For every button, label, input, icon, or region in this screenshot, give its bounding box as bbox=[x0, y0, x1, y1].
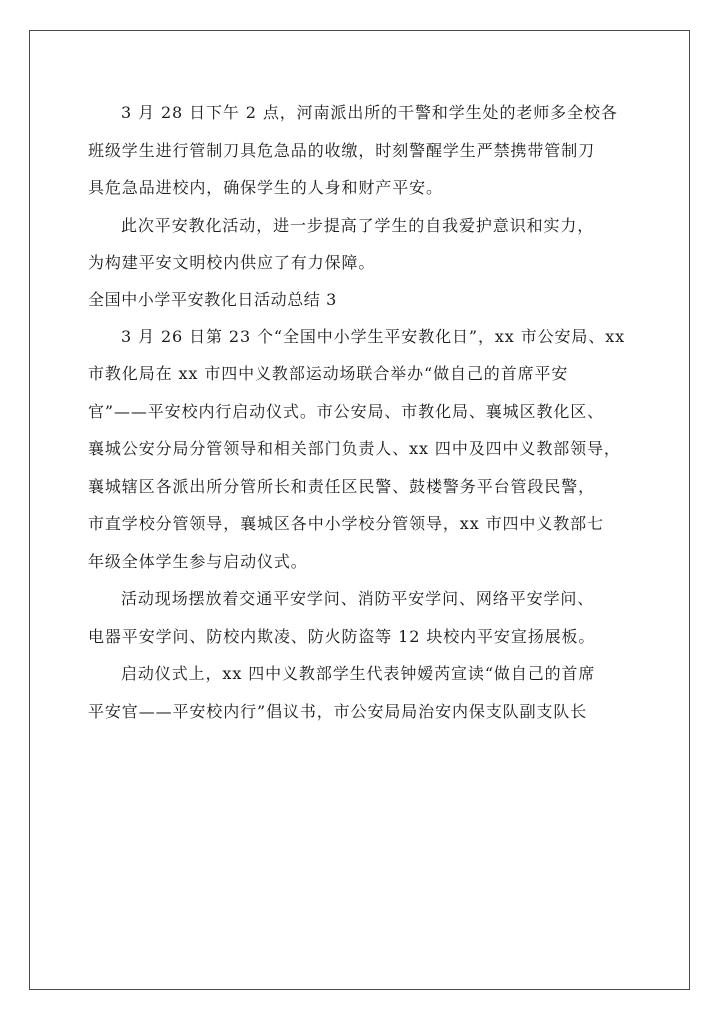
text-line: 班级学生进行管制刀具危急品的收缴，时刻警醒学生严禁携带管制刀 bbox=[88, 140, 596, 160]
text-line: 电器平安学问、防校内欺凌、防火防盗等 12 块校内平安宣扬展板。 bbox=[88, 626, 596, 646]
text-line: 启动仪式上，xx 四中义教部学生代表钟嫒芮宣读“做自己的首席 bbox=[121, 664, 596, 683]
text-line: 年级全体学生参与启动仪式。 bbox=[88, 551, 308, 571]
text-line: 平安官——平安校内行”倡议书，市公安局局治安内保支队副支队长 bbox=[88, 701, 588, 721]
paragraph-exhibition-boards bbox=[88, 580, 634, 655]
text-line: 市直学校分管领导，襄城区各中小学校分管领导，xx 市四中义教部七 bbox=[88, 514, 604, 533]
paragraph-proposal-reading bbox=[88, 655, 634, 730]
text-line: 襄城辖区各派出所分管所长和责任区民警、鼓楼警务平台管段民警， bbox=[88, 476, 596, 496]
text-line: 官”——平安校内行启动仪式。市公安局、市教化局、襄城区教化区、 bbox=[88, 401, 605, 421]
text-line: 市教化局在 xx 市四中义教部运动场联合举办“做自己的首席平安 bbox=[88, 364, 569, 383]
text-line: 3 月 28 日下午 2 点，河南派出所的干警和学生处的老师多全校各 bbox=[121, 103, 618, 122]
text-line: 襄城公安分局分管领导和相关部门负责人、xx 四中及四中义教部领导， bbox=[88, 439, 621, 458]
paragraph-knife-collection bbox=[88, 94, 634, 207]
section-heading: 全国中小学平安教化日活动总结 3 bbox=[88, 289, 337, 309]
text-line: 为构建平安文明校内供应了有力保障。 bbox=[88, 253, 376, 272]
document-body bbox=[88, 94, 634, 730]
text-line: 此次平安教化活动，进一步提高了学生的自我爱护意识和实力， bbox=[121, 215, 595, 235]
paragraph-activity-summary bbox=[88, 207, 634, 282]
text-line: 活动现场摆放着交通平安学问、消防平安学问、网络平安学问、 bbox=[121, 589, 595, 608]
text-line: 具危急品进校内，确保学生的人身和财产平安。 bbox=[88, 178, 443, 197]
text-line: 3 月 26 日第 23 个“全国中小学生平安教化日”，xx 市公安局、xx bbox=[121, 326, 626, 346]
paragraph-launch-ceremony bbox=[88, 318, 634, 581]
